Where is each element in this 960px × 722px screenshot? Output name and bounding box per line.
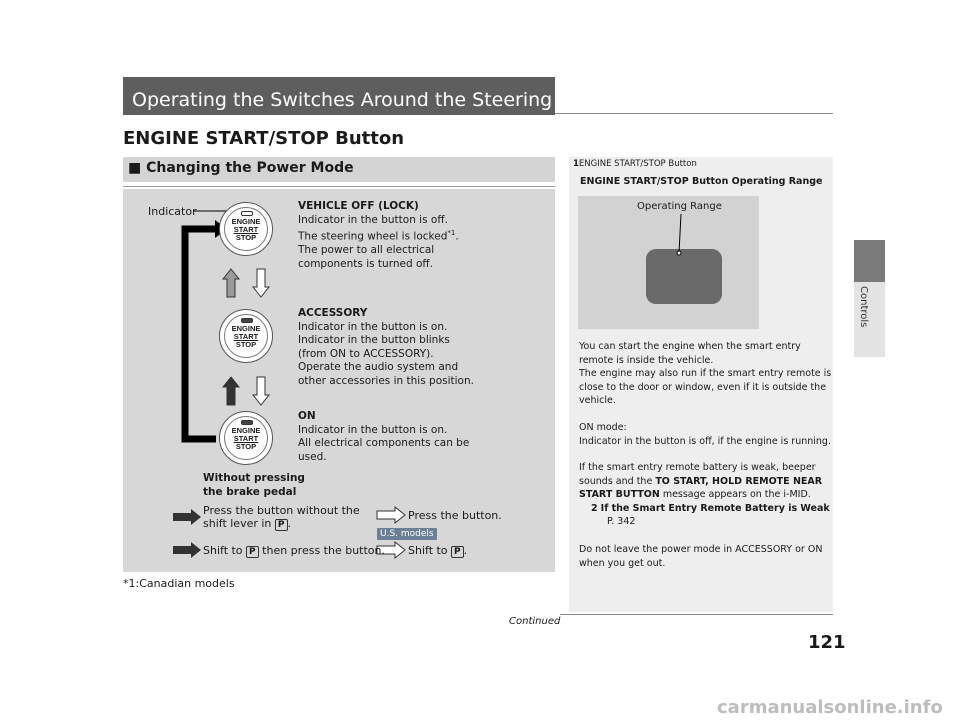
engine-button-on: ENGINE START STOP [219, 411, 273, 465]
us-models-badge: U.S. models [377, 528, 437, 540]
sidebar-para-4: Do not leave the power mode in ACCESSORY or ON when you get out. [579, 544, 823, 569]
legend-shift-then-press: Shift to P then press the button. [203, 544, 385, 557]
xref-arrow-icon: 2 [591, 502, 598, 514]
legend-shift-to: Shift to P . [408, 544, 468, 557]
loop-bracket [185, 229, 216, 439]
legend-arrow-3 [377, 507, 405, 523]
sidebar-heading: ENGINE START/STOP Button Operating Range [580, 176, 823, 187]
range-leader [578, 196, 759, 329]
indicator-light-on [241, 420, 253, 425]
footnote: *1:Canadian models [123, 577, 235, 590]
watermark: carmanualsonline.info [717, 697, 943, 718]
down-arrow-outline-2 [253, 377, 269, 405]
without-pressing-label: Without pressing the brake pedal [203, 472, 305, 498]
continued-label: Continued [509, 616, 561, 627]
legend-press-button: Press the button. [408, 509, 502, 522]
legend-arrow-2 [173, 542, 201, 558]
subsection-band [123, 157, 555, 182]
up-arrow-filled [223, 377, 239, 405]
ref-icon: 1 [573, 159, 579, 169]
chapter-title: Operating the Switches Around the Steering Wheel [132, 89, 618, 111]
indicator-light-off [241, 211, 253, 216]
sidebar-para-3: If the smart entry remote battery is weak, beeper sounds and the TO START, HOLD REMOTE NEAR START BUTTON message appears on the i-MID. 2 If the Smart Entry Remote Battery is Weak P. 342 [579, 462, 830, 527]
range-label: Operating Range [637, 201, 722, 212]
legend-press-without-shift: Press the button without the shift lever in P . [203, 504, 360, 530]
side-tab-label-wrap [857, 286, 871, 346]
side-tab-label: Controls [858, 286, 869, 328]
section-title: ENGINE START/STOP Button [123, 128, 405, 149]
engine-button-accessory: ENGINE START STOP [219, 309, 273, 363]
footer-rule [560, 614, 833, 615]
header-rule [555, 113, 833, 114]
chapter-header [123, 77, 618, 115]
xref-link[interactable]: 2 If the Smart Entry Remote Battery is Weak [591, 502, 830, 514]
state-on: ON Indicator in the button is on. All electrical components can be used. [298, 410, 470, 463]
sidebar-para-1: You can start the engine when the smart entry remote is inside the vehicle. The engine may also run if the smart entry remote is close to the door or window, even if it is outside the vehicle. [579, 341, 832, 406]
indicator-label: Indicator [148, 205, 197, 218]
sidebar-para-2: ON mode: Indicator in the button is off, if the engine is running. [579, 422, 831, 447]
panel-rule [123, 186, 555, 187]
engine-button-off: ENGINE START STOP [219, 202, 273, 256]
down-arrow-outline [253, 269, 269, 297]
page-number: 121 [808, 632, 846, 653]
indicator-light-on [241, 318, 253, 323]
sidebar-ref: 1ENGINE START/STOP Button [573, 159, 697, 169]
legend-arrow-1 [173, 509, 201, 525]
state-accessory: ACCESSORY Indicator in the button is on. Indicator in the button blinks (from ON to ACCESSORY). Operate the audio system and other accessories in this position. [298, 307, 474, 387]
up-arrow-outline [223, 269, 239, 297]
state-vehicle-off: VEHICLE OFF (LOCK) Indicator in the button is off. The steering wheel is locked$^{*1}$. The power to all electrical components is turned off. [298, 200, 459, 270]
subsection-title: ■ Changing the Power Mode [128, 160, 354, 176]
side-tab-marker [854, 240, 885, 282]
